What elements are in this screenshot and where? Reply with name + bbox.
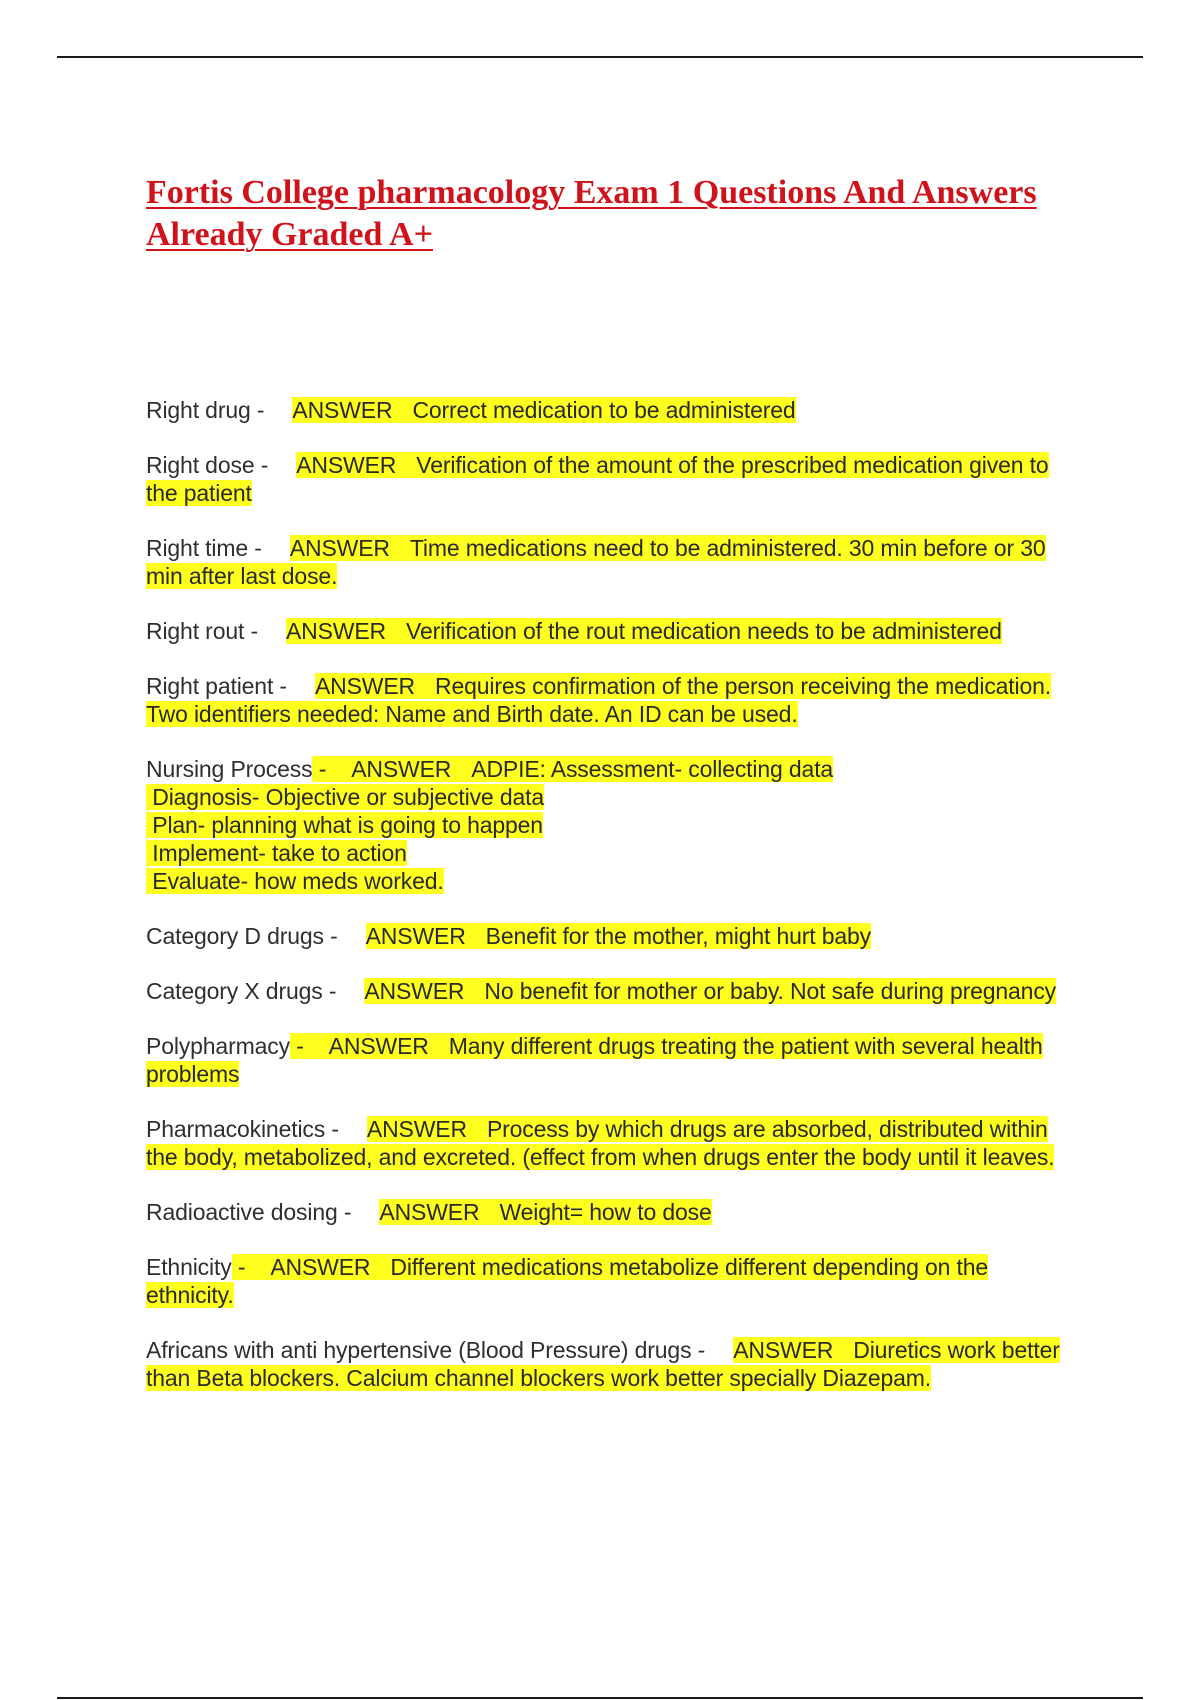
- answer-keyword: ANSWER: [351, 756, 452, 782]
- question-answer-list: [146, 396, 1066, 1419]
- qa-item-pharmacokinetics: [146, 1115, 1066, 1171]
- qa-term: Nursing Process: [146, 756, 313, 782]
- qa-item-radioactive-dosing: [146, 1198, 1066, 1226]
- qa-answer-line: ADPIE: Assessment- collecting data: [471, 756, 834, 782]
- answer-keyword: ANSWER: [365, 923, 466, 949]
- answer-keyword: ANSWER: [292, 397, 393, 423]
- qa-answer: Diuretics work better than Beta blockers. Calcium channel blockers work better specially Diazepam.: [146, 1337, 1060, 1391]
- qa-dash: -: [237, 1254, 246, 1280]
- bottom-rule: [57, 1697, 1143, 1699]
- qa-term: Right rout -: [146, 618, 258, 644]
- qa-term: Pharmacokinetics -: [146, 1116, 339, 1142]
- qa-answer: Process by which drugs are absorbed, distributed within the body, metabolized, and excreted. (effect from when drugs enter the body until it leaves.: [146, 1116, 1055, 1170]
- qa-answer: Verification of the rout medication needs to be administered: [406, 618, 1002, 644]
- qa-dash: -: [296, 1033, 304, 1059]
- qa-answer-line: Plan- planning what is going to happen: [152, 812, 543, 838]
- qa-item-right-rout: [146, 617, 1066, 645]
- qa-answer: Time medications need to be administered. 30 min before or 30 min after last dose.: [146, 535, 1046, 589]
- qa-item-right-patient: [146, 672, 1066, 728]
- answer-keyword: ANSWER: [270, 1254, 371, 1280]
- qa-answer-line: Implement- take to action: [152, 840, 407, 866]
- qa-term: Category D drugs -: [146, 923, 338, 949]
- qa-item-polypharmacy: [146, 1032, 1066, 1088]
- answer-keyword: ANSWER: [733, 1337, 834, 1363]
- qa-term: Right patient -: [146, 673, 287, 699]
- document-title: Fortis College pharmacology Exam 1 Questions And Answers Already Graded A+: [146, 174, 1037, 253]
- qa-item-right-time: [146, 534, 1066, 590]
- qa-term: Polypharmacy: [146, 1033, 290, 1059]
- qa-answer: Verification of the amount of the prescribed medication given to the patient: [146, 452, 1049, 506]
- qa-term: Category X drugs -: [146, 978, 337, 1004]
- qa-term: Right drug -: [146, 397, 265, 423]
- qa-term: Right dose -: [146, 452, 269, 478]
- qa-answer-line: Evaluate- how meds worked.: [152, 868, 444, 894]
- answer-keyword: ANSWER: [366, 1116, 467, 1142]
- qa-term: Radioactive dosing -: [146, 1199, 352, 1225]
- qa-answer: Correct medication to be administered: [412, 397, 796, 423]
- qa-answer: Different medications metabolize different depending on the ethnicity.: [146, 1254, 989, 1308]
- qa-item-africans-antihypertensive: [146, 1336, 1066, 1392]
- qa-item-right-dose: [146, 451, 1066, 507]
- qa-answer: Weight= how to dose: [499, 1199, 712, 1225]
- answer-keyword: ANSWER: [296, 452, 397, 478]
- qa-term: Right time -: [146, 535, 262, 561]
- answer-keyword: ANSWER: [379, 1199, 480, 1225]
- qa-item-category-d: [146, 922, 1066, 950]
- qa-dash: -: [318, 756, 327, 782]
- answer-keyword: ANSWER: [289, 535, 390, 561]
- qa-item-right-drug: [146, 396, 1066, 424]
- qa-answer: No benefit for mother or baby. Not safe during pregnancy: [484, 978, 1057, 1004]
- answer-keyword: ANSWER: [364, 978, 465, 1004]
- qa-term: Ethnicity: [146, 1254, 232, 1280]
- qa-answer: Benefit for the mother, might hurt baby: [485, 923, 872, 949]
- qa-answer: Requires confirmation of the person receiving the medication. Two identifiers needed: Name and Birth date. An ID can be used.: [146, 673, 1052, 727]
- qa-item-ethnicity: [146, 1253, 1066, 1309]
- qa-answer: Many different drugs treating the patient with several health problems: [146, 1033, 1043, 1087]
- answer-keyword: ANSWER: [328, 1033, 429, 1059]
- qa-term: Africans with anti hypertensive (Blood Pressure) drugs -: [146, 1337, 706, 1363]
- answer-keyword: ANSWER: [285, 618, 387, 644]
- qa-item-nursing-process: [146, 755, 1066, 895]
- answer-keyword: ANSWER: [314, 673, 416, 699]
- qa-item-category-x: [146, 977, 1066, 1005]
- top-rule: [57, 56, 1143, 58]
- qa-answer-line: Diagnosis- Objective or subjective data: [152, 784, 544, 810]
